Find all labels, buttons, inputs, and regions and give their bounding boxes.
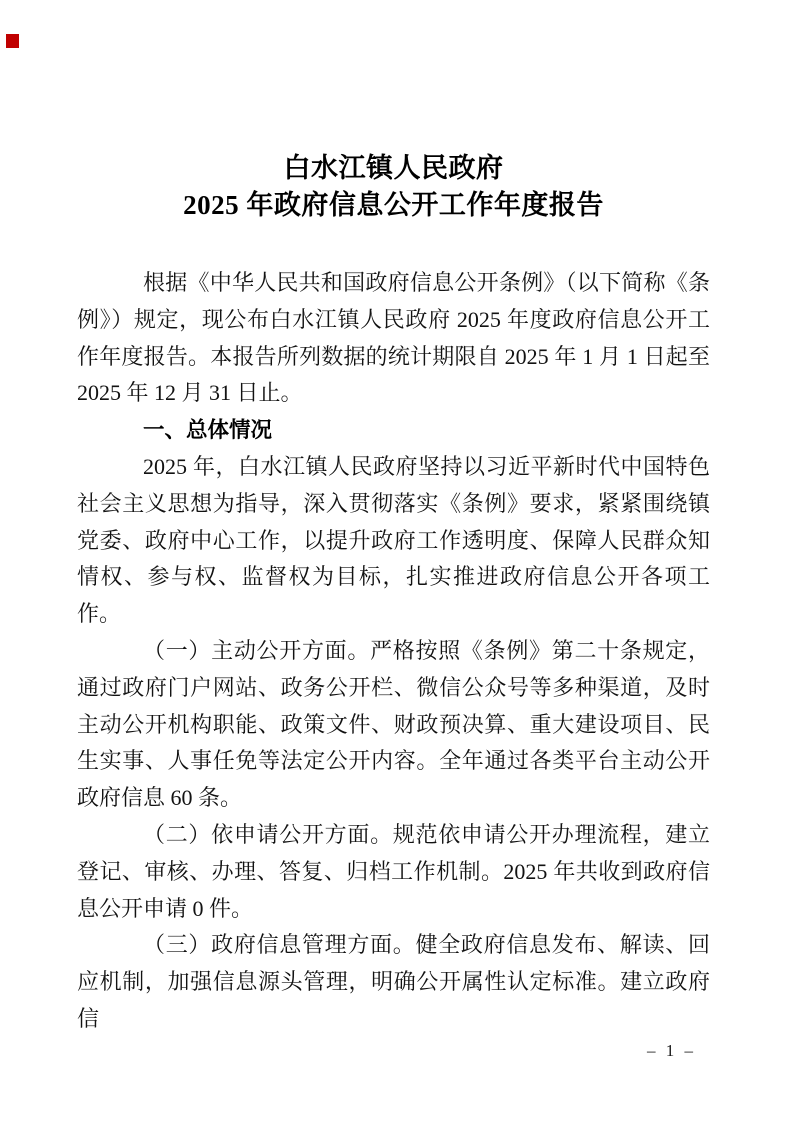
page-number: – 1 –	[647, 1041, 696, 1060]
section-heading: 一、总体情况	[143, 418, 273, 443]
paragraph-overview: 2025 年，白水江镇人民政府坚持以习近平新时代中国特色社会主义思想为指导，深入贯彻落实《条例》要求，紧紧围绕镇党委、政府中心工作，以提升政府工作透明度、保障人民群众知情权、参与权、监督权为目标，扎实推进政府信息公开各项工作。	[77, 453, 710, 627]
document-body	[77, 265, 710, 1038]
document-title-line2: 2025 年政府信息公开工作年度报告	[183, 190, 604, 220]
intro-paragraph: 根据《中华人民共和国政府信息公开条例》（以下简称《条例》）规定，现公布白水江镇人民政府 2025 年度政府信息公开工作年度报告。本报告所列数据的统计期限自 2025 年 1 月 1 日起至 2025 年 12 月 31 日止。	[77, 270, 710, 406]
document-title	[77, 0, 710, 224]
paragraph-information-management: （三）政府信息管理方面。健全政府信息发布、解读、回应机制，加强信息源头管理，明确公开属性认定标准。建立政府信	[77, 932, 710, 1031]
document-title-line1: 白水江镇人民政府	[283, 153, 504, 183]
paragraph-proactive-disclosure: （一）主动公开方面。严格按照《条例》第二十条规定，通过政府门户网站、政务公开栏、微信公众号等多种渠道，及时主动公开机构职能、政策文件、财政预决算、重大建设项目、民生实事、人事任免等法定公开内容。全年通过各类平台主动公开政府信息 60 条。	[77, 637, 710, 811]
corner-mark	[6, 34, 19, 48]
paragraph-upon-request-disclosure: （二）依申请公开方面。规范依申请公开办理流程，建立登记、审核、办理、答复、归档工作机制。2025 年共收到政府信息公开申请 0 件。	[77, 821, 710, 921]
